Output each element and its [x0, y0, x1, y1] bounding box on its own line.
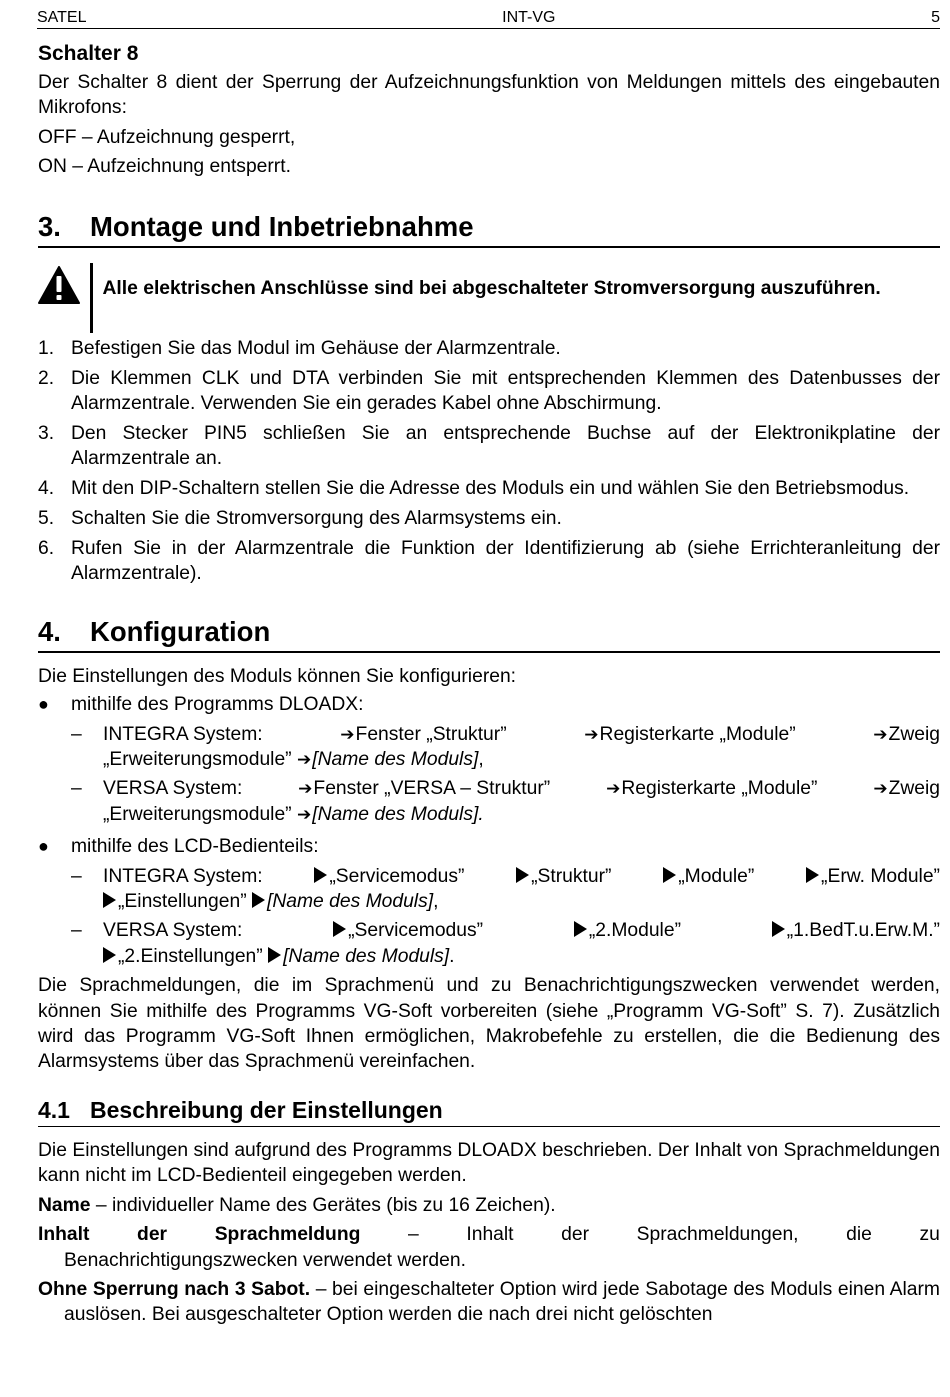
- path-segment: INTEGRA System:: [103, 865, 263, 887]
- bullet-dloadx: [38, 692, 940, 717]
- setting-def-word: zu: [919, 1224, 940, 1246]
- dash-marker: –: [71, 723, 82, 745]
- play-triangle-icon: [268, 947, 281, 963]
- arrow-right-icon: ➔: [296, 750, 312, 769]
- path-segment: „2.Einstellungen”: [118, 945, 263, 967]
- path-segment: „1.BedT.u.Erw.M.”: [786, 920, 940, 942]
- step-item: [38, 366, 940, 417]
- step-item: [38, 476, 940, 501]
- bullet-marker: ●: [38, 694, 49, 715]
- path-segment: Registerkarte „Module”: [621, 778, 818, 800]
- section4-outro: Die Sprachmeldungen, die im Sprachmenü und zu Benachrichtigungszwecken verwendet werden, können Sie mithilfe des Programms VG-Soft vorbereiten (siehe „Programm VG-Soft” S. 7). Zusätzlich wird das Programm VG-Soft Ihnen ermöglichen, Makrobefehle zu erstellen, die die Bedienung des Alarmsystems über das Sprachmenü vereinfachen.: [38, 975, 940, 1073]
- bullet-lcd: [38, 834, 940, 859]
- warning-box: [38, 263, 940, 333]
- module-name-placeholder: [Name des Moduls]: [266, 891, 434, 913]
- play-triangle-icon: [333, 921, 346, 937]
- path-end: ,: [433, 891, 439, 913]
- setting-def-word: Inhalt: [466, 1224, 514, 1246]
- step-text: Schalten Sie die Stromversorgung des Alarmsystems ein.: [71, 508, 562, 530]
- setting-term: Ohne Sperrung nach 3 Sabot.: [38, 1278, 311, 1300]
- dash-marker: –: [71, 778, 82, 800]
- bullet-dloadx-text: mithilfe des Programms DLOADX:: [71, 694, 364, 716]
- module-name-placeholder: [Name des Moduls]: [283, 945, 450, 967]
- section4-number: 4.: [38, 615, 61, 647]
- path-segment: Fenster „VERSA – Struktur”: [313, 778, 551, 800]
- setting-inhalt: [38, 1222, 940, 1273]
- section3-number: 3.: [38, 210, 61, 242]
- section4-intro: Die Einstellungen des Moduls können Sie konfigurieren:: [38, 665, 517, 687]
- header-product: INT-VG: [502, 9, 556, 26]
- step-item: [38, 536, 940, 587]
- header-page-number: 5: [931, 9, 940, 26]
- dash-marker: –: [71, 920, 82, 942]
- setting-def-word: die: [846, 1224, 872, 1246]
- warning-text: Alle elektrischen Anschlüsse sind bei abgeschalteter Stromversorgung auszuführen.: [102, 277, 881, 299]
- setting-def-word: –: [408, 1224, 419, 1246]
- arrow-right-icon: ➔: [296, 804, 312, 824]
- setting-ohne-sperrung: [38, 1277, 940, 1328]
- arrow-right-icon: ➔: [340, 724, 355, 744]
- path-end: .: [449, 945, 455, 967]
- lcd-integra-path: [71, 864, 940, 915]
- path-segment: VERSA System:: [103, 920, 243, 942]
- step-number: 1.: [38, 337, 55, 359]
- setting-def-word: Sprachmeldungen,: [636, 1224, 799, 1246]
- play-triangle-icon: [772, 921, 785, 937]
- arrow-right-icon: ➔: [873, 779, 888, 799]
- header-brand: SATEL: [37, 9, 87, 26]
- step-item: [38, 421, 940, 472]
- path-segment: INTEGRA System:: [103, 723, 263, 745]
- section41-title: Beschreibung der Einstellungen: [90, 1096, 443, 1123]
- setting-definition-continued: Benachrichtigungszwecken verwendet werden.: [64, 1249, 466, 1271]
- section41-heading: [38, 1095, 940, 1127]
- path-segment: Zweig: [888, 723, 940, 745]
- setting-term-word: Inhalt: [38, 1224, 90, 1246]
- module-name-placeholder: [Name des Moduls].: [312, 803, 484, 825]
- step-text: Mit den DIP-Schaltern stellen Sie die Adresse des Moduls ein und wählen Sie den Betriebsmodus.: [71, 478, 910, 500]
- play-triangle-icon: [103, 947, 116, 963]
- setting-definition: – bei eingeschalteter Option wird jede Sabotage des Moduls einen Alarm auslösen. Bei ausgeschalteter Option werden die nach drei nicht gelöschten: [64, 1278, 940, 1326]
- setting-term-word: der: [137, 1224, 168, 1246]
- step-number: 3.: [38, 422, 55, 444]
- play-triangle-icon: [516, 867, 529, 883]
- step-text: Die Klemmen CLK und DTA verbinden Sie mit entsprechenden Klemmen des Datenbusses der Alarmzentrale. Verwenden Sie ein gerades Kabel ohne Abschirmung.: [71, 367, 940, 414]
- path-segment: Registerkarte „Module”: [599, 723, 796, 745]
- path-segment: VERSA System:: [103, 778, 243, 800]
- path-segment: „Struktur”: [531, 865, 612, 887]
- path-segment: „Servicemodus”: [348, 920, 484, 942]
- step-text: Den Stecker PIN5 schließen Sie an entsprechende Buchse auf der Elektronikplatine der Alarmzentrale an.: [71, 422, 940, 470]
- play-triangle-icon: [663, 867, 676, 883]
- step-item: [38, 506, 940, 531]
- setting-def-word: der: [561, 1224, 590, 1246]
- bullet-marker: ●: [38, 836, 49, 857]
- path-segment: „Erw. Module”: [821, 865, 940, 887]
- setting-term: Name: [38, 1194, 91, 1216]
- schalter8-heading: Schalter 8: [38, 42, 139, 65]
- arrow-right-icon: ➔: [298, 779, 313, 799]
- arrow-right-icon: ➔: [584, 724, 599, 744]
- step-text: Rufen Sie in der Alarmzentrale die Funktion der Identifizierung ab (siehe Errichteranleitung der Alarmzentrale).: [71, 537, 940, 585]
- path-segment: „2.Module”: [588, 920, 681, 942]
- arrow-right-icon: ➔: [873, 724, 888, 744]
- play-triangle-icon: [252, 892, 265, 908]
- play-triangle-icon: [806, 867, 819, 883]
- arrow-right-icon: ➔: [606, 779, 621, 799]
- setting-name: [38, 1193, 940, 1218]
- step-item: [38, 336, 940, 361]
- module-name-placeholder: [Name des Moduls]: [312, 749, 479, 770]
- play-triangle-icon: [314, 867, 327, 883]
- section41-number: 4.1: [38, 1096, 70, 1123]
- installation-steps: [38, 336, 940, 587]
- section41-intro: Die Einstellungen sind aufgrund des Programms DLOADX beschrieben. Der Inhalt von Sprachmeldungen kann nicht im LCD-Bedienteil eingegeben werden.: [38, 1139, 940, 1187]
- step-number: 6.: [38, 537, 55, 559]
- section3-title: Montage und Inbetriebnahme: [90, 210, 474, 242]
- section4-heading: [38, 615, 940, 653]
- step-number: 2.: [38, 367, 55, 389]
- path-segment: „Erweiterungsmodule”: [103, 803, 292, 825]
- schalter8-text: Der Schalter 8 dient der Sperrung der Aufzeichnungsfunktion von Meldungen mittels des eingebauten Mikrofons:: [38, 72, 940, 119]
- section4-title: Konfiguration: [90, 615, 271, 647]
- schalter8-on: ON – Aufzeichnung entsperrt.: [38, 156, 291, 178]
- step-number: 5.: [38, 508, 55, 530]
- path-segment: Zweig: [888, 778, 940, 800]
- dloadx-versa-path: [71, 776, 940, 827]
- page-header: [37, 5, 940, 29]
- schalter8-off: OFF – Aufzeichnung gesperrt,: [38, 126, 296, 148]
- warning-triangle-icon: [38, 263, 82, 333]
- path-segment: „Einstellungen”: [118, 891, 247, 913]
- setting-term-word: Sprachmeldung: [214, 1224, 361, 1246]
- lcd-versa-path: [71, 918, 940, 969]
- step-text: Befestigen Sie das Modul im Gehäuse der Alarmzentrale.: [71, 337, 561, 359]
- path-segment: „Servicemodus”: [329, 865, 465, 887]
- step-number: 4.: [38, 478, 55, 500]
- dash-marker: –: [71, 865, 82, 887]
- path-segment: „Module”: [678, 865, 755, 887]
- path-end: ,: [478, 749, 484, 770]
- play-triangle-icon: [574, 921, 587, 937]
- setting-definition: – individueller Name des Gerätes (bis zu 16 Zeichen).: [90, 1194, 556, 1216]
- path-segment: Fenster „Struktur”: [355, 723, 507, 745]
- bullet-lcd-text: mithilfe des LCD-Bedienteils:: [71, 836, 319, 858]
- dloadx-integra-path: [71, 722, 940, 773]
- path-segment: „Erweiterungsmodule”: [103, 749, 292, 770]
- section3-heading: [38, 210, 940, 248]
- play-triangle-icon: [103, 892, 116, 908]
